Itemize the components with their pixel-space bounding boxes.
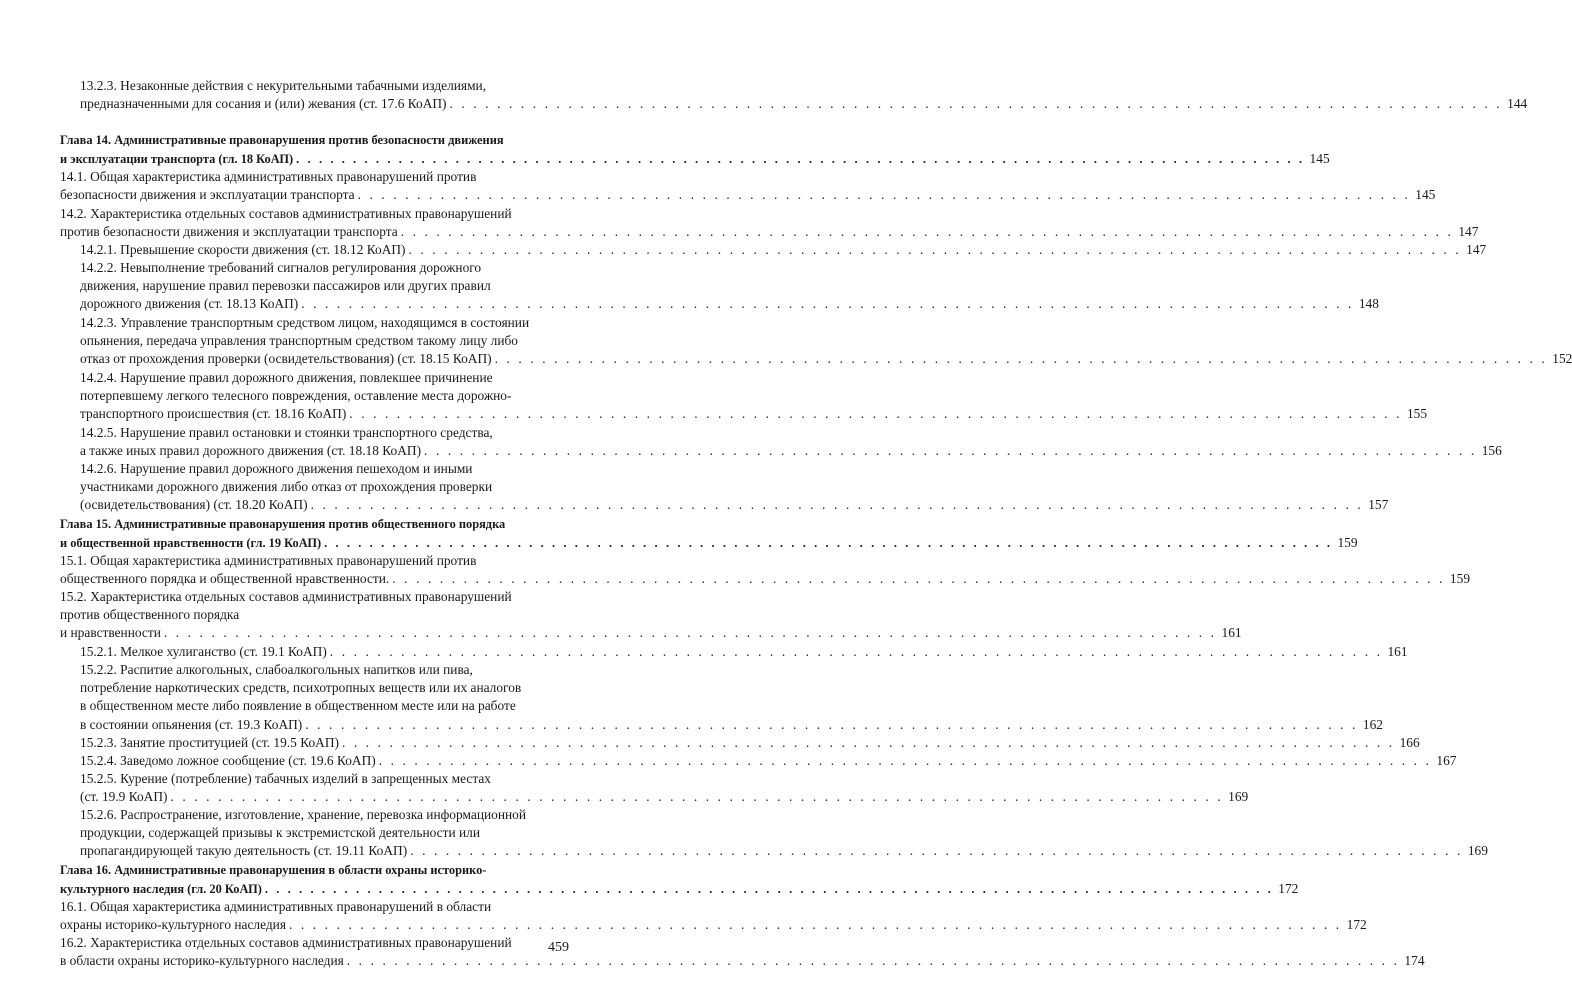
- toc-entry-text: и эксплуатации транспорта (гл. 18 КоАП): [60, 151, 294, 166]
- toc-entry-text: 15.1. Общая характеристика административных правонарушений против: [60, 553, 477, 568]
- toc-leader-dots: . . . . . . . . . . . . . . . . . . . . . . . . . . . . . . . . . . . . . . . . . . . . . . . . . . . . . . . . . . . . . . . . . . . . . . . . . . . . . . . . . . . . . . . . .: [301, 296, 1354, 312]
- toc-leader-dots: . . . . . . . . . . . . . . . . . . . . . . . . . . . . . . . . . . . . . . . . . . . . . . . . . . . . . . . . . . . . . . . . . . . . . . . . . . . . . . . . . . . . . . . . .: [424, 443, 1477, 459]
- toc-entry-text: предназначенными для сосания и (или) жевания (ст. 17.6 КоАП): [80, 96, 447, 112]
- toc-page-number: 169: [1228, 789, 1249, 805]
- toc-entry-text: транспортного происшествия (ст. 18.16 КоАП): [80, 406, 347, 422]
- toc-entry-text: 15.2.3. Занятие проституцией (ст. 19.5 КоАП): [80, 735, 339, 750]
- toc-entry-text: 15.2.5. Курение (потребление) табачных изделий в запрещенных местах: [80, 771, 491, 786]
- toc-leader-dots: . . . . . . . . . . . . . . . . . . . . . . . . . . . . . . . . . . . . . . . . . . . . . . . . . . . . . . . . . . . . . . . . . . . . . . . . . . . . . . . . . . . . . . . . .: [296, 151, 1305, 166]
- toc-entry-text: 15.2.4. Заведомо ложное сообщение (ст. 19.6 КоАП): [80, 753, 376, 768]
- toc-entry-text: безопасности движения и эксплуатации транспорта: [60, 187, 355, 203]
- toc-page-number: 145: [1309, 150, 1330, 166]
- toc-leader-dots: . . . . . . . . . . . . . . . . . . . . . . . . . . . . . . . . . . . . . . . . . . . . . . . . . . . . . . . . . . . . . . . . . . . . . . . . . . . . . . . . . . . . . . . . .: [264, 881, 1274, 896]
- toc-page-number: 155: [1406, 406, 1428, 422]
- toc-leader-dots: . . . . . . . . . . . . . . . . . . . . . . . . . . . . . . . . . . . . . . . . . . . . . . . . . . . . . . . . . . . . . . . . . . . . . . . . . . . . . . . . . . . . . . . . .: [410, 843, 1463, 859]
- toc-page-number: 166: [1399, 735, 1420, 750]
- toc-entry-text: в области охраны историко-культурного наследия: [60, 953, 344, 969]
- toc-leader-dots: . . . . . . . . . . . . . . . . . . . . . . . . . . . . . . . . . . . . . . . . . . . . . . . . . . . . . . . . . . . . . . . . . . . . . . . . . . . . . . . . . . . . . . . . .: [305, 716, 1358, 732]
- toc-entry[interactable]: [80, 806, 1488, 861]
- toc-chapter-entry[interactable]: [60, 131, 1330, 168]
- toc-page-number: 159: [1449, 571, 1471, 587]
- toc-entry-text: 14.2. Характеристика отдельных составов административных правонарушений: [60, 206, 512, 221]
- toc-entry-text: потребление наркотических средств, психотропных веществ или их аналогов: [80, 680, 522, 696]
- toc-page-number: 161: [1387, 644, 1408, 659]
- toc-page-number: 147: [1458, 224, 1479, 240]
- toc-entry-text: общественного порядка и общественной нравственности.: [60, 571, 390, 587]
- toc-leader-dots: . . . . . . . . . . . . . . . . . . . . . . . . . . . . . . . . . . . . . . . . . . . . . . . . . . . . . . . . . . . . . . . . . . . . . . . . . . . . . . . . . . . . . . . . .: [400, 224, 1454, 240]
- toc-page-number: 144: [1507, 96, 1528, 112]
- toc-leader-dots: . . . . . . . . . . . . . . . . . . . . . . . . . . . . . . . . . . . . . . . . . . . . . . . . . . . . . . . . . . . . . . . . . . . . . . . . . . . . . . . . . . . . . . . . .: [329, 644, 1383, 659]
- toc-entry-text: Глава 14. Административные правонарушения против безопасности движения: [60, 133, 504, 147]
- toc-leader-dots: . . . . . . . . . . . . . . . . . . . . . . . . . . . . . . . . . . . . . . . . . . . . . . . . . . . . . . . . . . . . . . . . . . . . . . . . . . . . . . . . . . . . . . . . .: [408, 242, 1462, 257]
- toc-entry-text: движения, нарушение правил перевозки пассажиров или других правил: [80, 278, 491, 294]
- toc-entry-text: пропагандирующей такую деятельность (ст. 19.11 КоАП): [80, 843, 408, 859]
- toc-leader-dots: . . . . . . . . . . . . . . . . . . . . . . . . . . . . . . . . . . . . . . . . . . . . . . . . . . . . . . . . . . . . . . . . . . . . . . . . . . . . . . . . . . . . . . . . .: [170, 789, 1224, 805]
- toc-entry-text: охраны историко-культурного наследия: [60, 917, 286, 933]
- toc-entry-text: против безопасности движения и эксплуатации транспорта: [60, 224, 398, 240]
- toc-entry-text: 14.2.1. Превышение скорости движения (ст. 18.12 КоАП): [80, 242, 406, 257]
- toc-entry-text: 13.2.3. Незаконные действия с некурительными табачными изделиями,: [80, 78, 487, 93]
- toc-entry[interactable]: [60, 588, 1242, 643]
- toc-leader-dots: . . . . . . . . . . . . . . . . . . . . . . . . . . . . . . . . . . . . . . . . . . . . . . . . . . . . . . . . . . . . . . . . . . . . . . . . . . . . . . . . . . . . . . . . .: [346, 953, 1400, 969]
- toc-entry-text: отказ от прохождения проверки (освидетельствования) (ст. 18.15 КоАП): [80, 351, 492, 367]
- toc-entry[interactable]: [80, 259, 1379, 314]
- toc-entry-text: 15.2.1. Мелкое хулиганство (ст. 19.1 КоАП): [80, 644, 327, 659]
- toc-entry[interactable]: [80, 77, 1528, 113]
- toc-entry[interactable]: [80, 734, 1420, 752]
- toc-entry-text: Глава 16. Административные правонарушения в области охраны историко-: [60, 863, 487, 877]
- toc-entry-text: и нравственности: [60, 625, 161, 641]
- toc-chapter-entry[interactable]: [60, 515, 1358, 552]
- toc-entry-text: в общественном месте либо появление в общественном месте или на работе: [80, 698, 516, 714]
- toc-entry[interactable]: [80, 241, 1487, 259]
- toc-entry[interactable]: [60, 934, 1425, 970]
- toc-entry-text: в состоянии опьянения (ст. 19.3 КоАП): [80, 716, 303, 732]
- toc-entry-text: Глава 15. Административные правонарушения против общественного порядка: [60, 517, 506, 531]
- toc-page-number: 174: [1404, 953, 1425, 969]
- toc-entry[interactable]: [60, 205, 1479, 241]
- toc-entry-text: 14.1. Общая характеристика административных правонарушений против: [60, 169, 477, 184]
- toc-leader-dots: . . . . . . . . . . . . . . . . . . . . . . . . . . . . . . . . . . . . . . . . . . . . . . . . . . . . . . . . . . . . . . . . . . . . . . . . . . . . . . . . . . . . . . . . .: [341, 735, 1395, 750]
- toc-leader-dots: . . . . . . . . . . . . . . . . . . . . . . . . . . . . . . . . . . . . . . . . . . . . . . . . . . . . . . . . . . . . . . . . . . . . . . . . . . . . . . . . . . . . . . . . .: [289, 917, 1342, 933]
- toc-entry-text: 14.2.4. Нарушение правил дорожного движения, повлекшее причинение: [80, 370, 493, 385]
- toc-page-number: 161: [1221, 625, 1242, 641]
- toc-leader-dots: . . . . . . . . . . . . . . . . . . . . . . . . . . . . . . . . . . . . . . . . . . . . . . . . . . . . . . . . . . . . . . . . . . . . . . . . . . . . . . . . . . . . . . . . .: [310, 497, 1364, 513]
- toc-entry[interactable]: [80, 643, 1408, 661]
- toc-page-number: 167: [1436, 753, 1457, 768]
- toc-entry-text: 14.2.2. Невыполнение требований сигналов регулирования дорожного: [80, 260, 482, 275]
- toc-entry-text: опьянения, передача управления транспортным средством такому лицу либо: [80, 333, 518, 349]
- toc-entry-text: 16.1. Общая характеристика административных правонарушений в области: [60, 899, 492, 914]
- toc-page-number: 172: [1346, 917, 1367, 933]
- toc-leader-dots: . . . . . . . . . . . . . . . . . . . . . . . . . . . . . . . . . . . . . . . . . . . . . . . . . . . . . . . . . . . . . . . . . . . . . . . . . . . . . . . . . . . . . . . . .: [163, 625, 1217, 641]
- toc-page-number: 172: [1278, 880, 1299, 896]
- toc-entry[interactable]: [80, 770, 1249, 806]
- toc-page-number: 169: [1467, 843, 1488, 859]
- toc-entry-text: продукции, содержащей призывы к экстремистской деятельности или: [80, 825, 480, 841]
- toc-entry[interactable]: [80, 460, 1389, 515]
- toc-entry-text: потерпевшему легкого телесного повреждения, оставление места дорожно-: [80, 388, 512, 404]
- toc-entry[interactable]: [60, 552, 1471, 588]
- toc-page-number: 148: [1358, 296, 1379, 312]
- toc-page-number: 145: [1415, 187, 1436, 203]
- toc-entry-text: и общественной нравственности (гл. 19 КоАП): [60, 535, 322, 550]
- toc-entry-text: культурного наследия (гл. 20 КоАП): [60, 881, 262, 896]
- toc-page-number: 159: [1337, 534, 1358, 550]
- toc-entry-text: против общественного порядка: [60, 607, 240, 623]
- toc-leader-dots: . . . . . . . . . . . . . . . . . . . . . . . . . . . . . . . . . . . . . . . . . . . . . . . . . . . . . . . . . . . . . . . . . . . . . . . . . . . . . . . . . . . . . . . . .: [349, 406, 1403, 422]
- toc-page-number: 152: [1552, 351, 1572, 367]
- toc-leader-dots: . . . . . . . . . . . . . . . . . . . . . . . . . . . . . . . . . . . . . . . . . . . . . . . . . . . . . . . . . . . . . . . . . . . . . . . . . . . . . . . . . . . . . . . . .: [324, 535, 1333, 550]
- toc-entry-text: дорожного движения (ст. 18.13 КоАП): [80, 296, 299, 312]
- toc-entry-text: участниками дорожного движения либо отказ от прохождения проверки: [80, 479, 493, 495]
- toc-entry-text: 14.2.3. Управление транспортным средством лицом, находящимся в состоянии: [80, 315, 530, 330]
- toc-entry-text: 15.2.6. Распространение, изготовление, хранение, перевозка информационной: [80, 807, 527, 822]
- toc-entry-text: 14.2.6. Нарушение правил дорожного движения пешеходом и иными: [80, 461, 473, 476]
- toc-entry-text: а также иных правил дорожного движения (ст. 18.18 КоАП): [80, 443, 422, 459]
- toc-page-number: 147: [1466, 242, 1487, 257]
- toc-page-number: 156: [1481, 443, 1502, 459]
- toc-page-number: 162: [1362, 716, 1383, 732]
- toc-leader-dots: . . . . . . . . . . . . . . . . . . . . . . . . . . . . . . . . . . . . . . . . . . . . . . . . . . . . . . . . . . . . . . . . . . . . . . . . . . . . . . . . . . . . . . . . .: [378, 753, 1432, 768]
- toc-entry[interactable]: [80, 314, 1572, 369]
- toc-entry[interactable]: [80, 424, 1502, 460]
- toc-entry[interactable]: [60, 898, 1367, 934]
- toc-entry-text: 15.2.2. Распитие алкогольных, слабоалкогольных напитков или пива,: [80, 662, 473, 677]
- toc-entry-text: 14.2.5. Нарушение правил остановки и стоянки транспортного средства,: [80, 425, 493, 440]
- toc-chapter-entry[interactable]: [60, 861, 1299, 898]
- toc-leader-dots: . . . . . . . . . . . . . . . . . . . . . . . . . . . . . . . . . . . . . . . . . . . . . . . . . . . . . . . . . . . . . . . . . . . . . . . . . . . . . . . . . . . . . . . . .: [449, 96, 1503, 112]
- toc-entry[interactable]: [60, 168, 1436, 204]
- toc-entry-text: (ст. 19.9 КоАП): [80, 789, 168, 805]
- toc-entry-text: 16.2. Характеристика отдельных составов административных правонарушений: [60, 935, 512, 950]
- toc-page-number: 157: [1368, 497, 1389, 513]
- toc-leader-dots: . . . . . . . . . . . . . . . . . . . . . . . . . . . . . . . . . . . . . . . . . . . . . . . . . . . . . . . . . . . . . . . . . . . . . . . . . . . . . . . . . . . . . . . . .: [357, 187, 1411, 203]
- toc-leader-dots: . . . . . . . . . . . . . . . . . . . . . . . . . . . . . . . . . . . . . . . . . . . . . . . . . . . . . . . . . . . . . . . . . . . . . . . . . . . . . . . . . . . . . . . . .: [392, 571, 1446, 587]
- toc-entry[interactable]: [80, 369, 1428, 424]
- toc-entry[interactable]: [80, 752, 1457, 770]
- toc-entry-text: (освидетельствования) (ст. 18.20 КоАП): [80, 497, 308, 513]
- toc-entry[interactable]: [80, 661, 1383, 734]
- toc-leader-dots: . . . . . . . . . . . . . . . . . . . . . . . . . . . . . . . . . . . . . . . . . . . . . . . . . . . . . . . . . . . . . . . . . . . . . . . . . . . . . . . . . . . . . . . . .: [494, 351, 1548, 367]
- page-number: 459: [548, 940, 569, 955]
- toc-entry-text: 15.2. Характеристика отдельных составов административных правонарушений: [60, 589, 512, 604]
